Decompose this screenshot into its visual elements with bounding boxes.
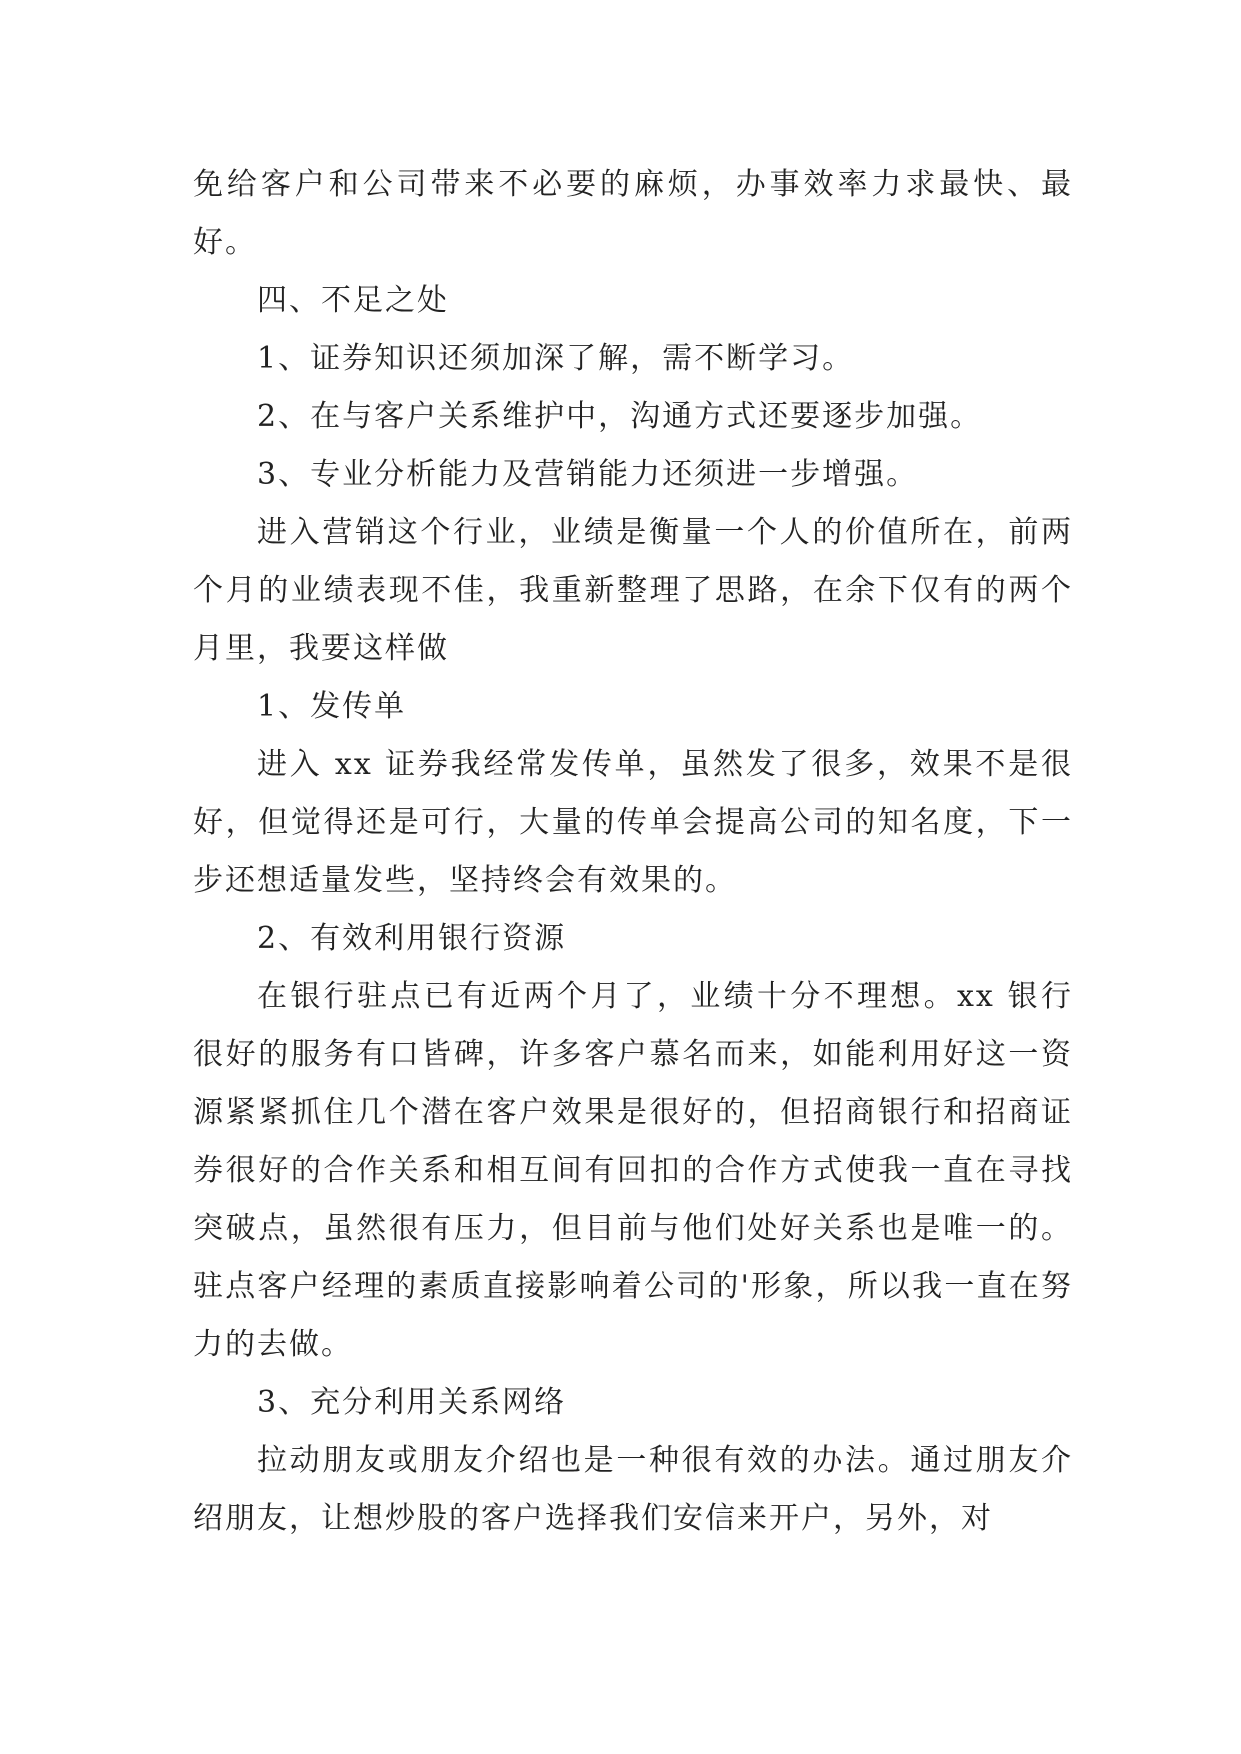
list-item-analysis-ability: 3、专业分析能力及营销能力还须进一步增强。 [257, 457, 919, 492]
paragraph-continuation: 免给客户和公司带来不必要的麻烦，办事效率力求最快、最好。 [193, 167, 1073, 260]
paragraph-relationship-network: 拉动朋友或朋友介绍也是一种很有效的办法。通过朋友介绍朋友，让想炒股的客户选择我们安信来开户，另外，对 [193, 1443, 1073, 1536]
list-item-client-communication: 2、在与客户关系维护中，沟通方式还要逐步加强。 [257, 399, 983, 434]
subheading-bank-resources: 2、有效利用银行资源 [257, 921, 567, 956]
paragraph-bank-resources: 在银行驻点已有近两个月了，业绩十分不理想。xx 银行很好的服务有口皆碑，许多客户慕名而来，如能利用好这一资源紧紧抓住几个潜在客户效果是很好的，但招商银行和招商证券很好的合作关系和相互间有回扣的合作方式使我一直在寻找突破点，虽然很有压力，但目前与他们处好关系也是唯一的。驻点客户经理的素质直接影响着公司的'形象，所以我一直在努力的去做。 [193, 979, 1073, 1362]
paragraph-plan-intro: 进入营销这个行业，业绩是衡量一个人的价值所在，前两个月的业绩表现不佳，我重新整理了思路，在余下仅有的两个月里，我要这样做 [193, 515, 1073, 666]
list-item-securities-knowledge: 1、证券知识还须加深了解，需不断学习。 [257, 341, 855, 376]
section-heading-shortcomings: 四、不足之处 [257, 283, 449, 318]
subheading-relationship-network: 3、充分利用关系网络 [257, 1385, 567, 1420]
document-body [193, 156, 1073, 1548]
paragraph-flyers: 进入 xx 证券我经常发传单，虽然发了很多，效果不是很好，但觉得还是可行，大量的传单会提高公司的知名度，下一步还想适量发些，坚持终会有效果的。 [193, 747, 1073, 898]
subheading-flyers: 1、发传单 [257, 689, 407, 724]
